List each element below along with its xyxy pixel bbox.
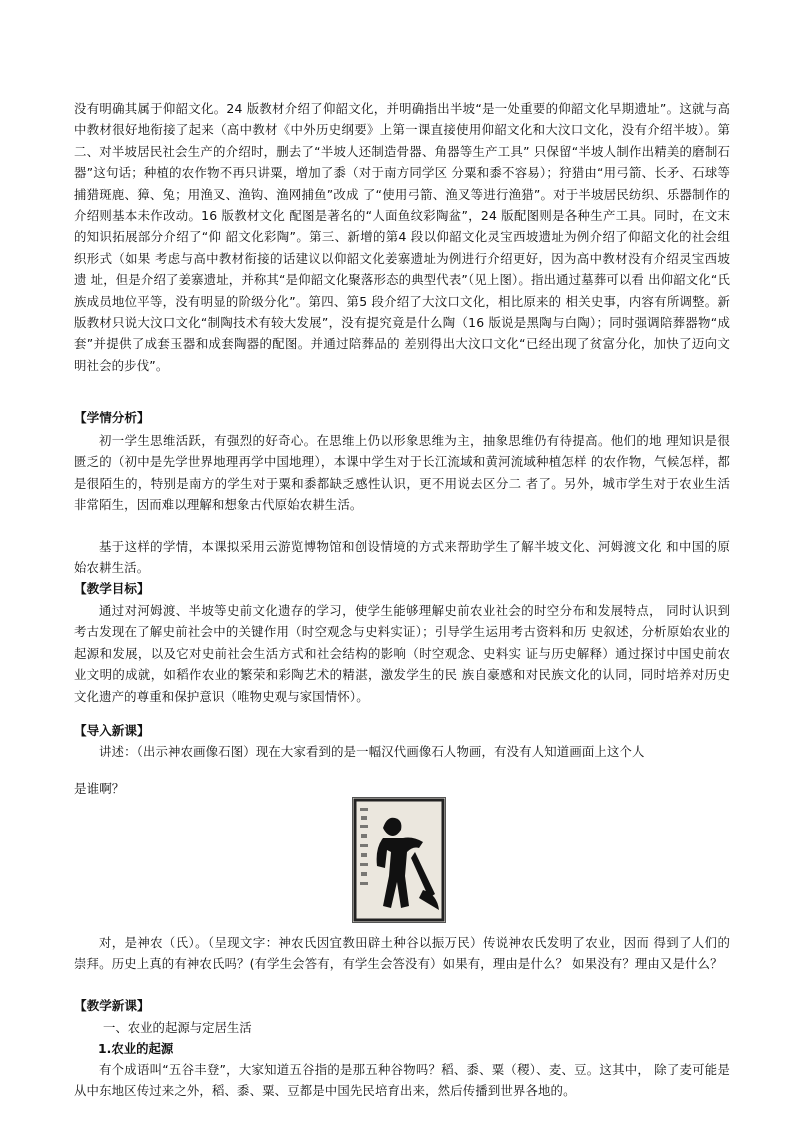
paragraph-textbook-comparison: 没有明确其属于仰韶文化。24 版教材介绍了仰韶文化，并明确指出半坡“是一处重要的仰韶文化早期遗址”。这就与高中教材很好地衔接了起来（高中教材《中外历史纲要》上第一课直接使用仰韶文化和大汶口文化，没有介绍半坡）。第二、对半坡居民社会生产的介绍时，删去了“半坡人还制造骨器、角器等生产工具” 只保留“半坡人制作出精美的磨制石器”这句话；种植的农作物不再只讲粟，增加了黍（对于南方同学区 分粟和黍不容易）；狩猎由“用弓箭、长矛、石球等捕猎斑鹿、獐、兔；用渔叉、渔钩、渔网捕鱼”改成 了“使用弓箭、渔叉等进行渔猎”。对于半坡居民纺织、乐器制作的介绍则基本未作改动。16 版教材文化 配图是著名的“人面鱼纹彩陶盆”，24 版配图则是各种生产工具。同时，在文末的知识拓展部分介绍了“仰 韶文化彩陶”。第三、新增的第4 段以仰韶文化灵宝西坡遗址为例介绍了仰韶文化的社会组织形式（如果 考虑与高中教材衔接的话建议以仰韶文化姜寨遗址为例进行介绍更好，因为高中教材没有介绍灵宝西坡遗 址，但是介绍了姜寨遗址，并称其“是仰韶文化聚落形态的典型代表”（见上图）。指出通过墓葬可以看 出仰韶文化“氏族成员地位平等，没有明显的阶级分化”。第四、第5 段介绍了大汶口文化，相比原来的 相关史事，内容有所调整。新版教材只说大汶口文化“制陶技术有较大发展”，没有提究竟是什么陶（16 版说是黑陶与白陶）；同时强调陪葬器物“成套”并提供了成套玉器和成套陶器的配图。并通过陪葬品的 差别得出大汶口文化“已经出现了贫富分化，加快了迈向文明社会的步伐”。 xyxy=(74,101,730,373)
shennong-stone-relief-image xyxy=(352,797,446,923)
subsection-title-origin: 1.农业的起源 xyxy=(98,1041,174,1056)
heading-student-analysis: 【学情分析】 xyxy=(74,410,150,425)
heading-teaching-goals: 【教学目标】 xyxy=(74,581,150,596)
heading-new-lesson: 【教学新课】 xyxy=(74,998,150,1013)
shennong-figure-drawing xyxy=(353,798,445,922)
section-title-agriculture-origin: 一、农业的起源与定居生活 xyxy=(103,1020,252,1035)
paragraph-intro-question: 讲述：（出示神农画像石图）现在大家看到的是一幅汉代画像石人物画，有没有人知道画面上这个人 xyxy=(99,744,645,759)
heading-lesson-intro: 【导入新课】 xyxy=(74,723,150,738)
paragraph-teaching-goals: 通过对河姆渡、半坡等史前文化遗存的学习，使学生能够理解史前农业社会的时空分布和发展特点， 同时认识到考古发现在了解史前社会中的关键作用（时空观念与史料实证）；引导学生运用考古资料和历 史叙述，分析原始农业的起源和发展，以及它对史前社会生活方式和社会结构的影响（时空观念、史料实 证与历史解释）通过探讨中国史前农业文明的成就，如稻作农业的繁荣和彩陶艺术的精湛，激发学生的民 族自豪感和对民族文化的认同，同时培养对历史文化遗产的尊重和保护意识（唯物史观与家国情怀）。 xyxy=(74,603,730,704)
paragraph-teaching-approach: 基于这样的学情，本课拟采用云游览博物馆和创设情境的方式来帮助学生了解半坡文化、河姆渡文化 和中国的原始农耕生活。 xyxy=(74,539,730,576)
paragraph-student-analysis: 初一学生思维活跃，有强烈的好奇心。在思维上仍以形象思维为主，抽象思维仍有待提高。他们的地 理知识是很匮乏的（初中是先学世界地理再学中国地理），本课中学生对于长江流域和黄河流域种植怎样 的农作物，气候怎样，都是很陌生的，特别是南方的学生对于粟和黍都缺乏感性认识，更不用说去区分二 者了。另外，城市学生对于农业生活非常陌生，因而难以理解和想象古代原始农耕生活。 xyxy=(74,433,730,513)
paragraph-five-grains: 有个成语叫“五谷丰登”，大家知道五谷指的是那五种谷物吗？稻、黍、粟（稷）、麦、豆。这其中， 除了麦可能是从中东地区传过来之外，稻、黍、粟、豆都是中国先民培育出来，然后传播到世界各地的。 xyxy=(74,1062,730,1099)
paragraph-shennong-answer: 对，是神农（氏）。（呈现文字：神农氏因宜教田辟土种谷以振万民）传说神农氏发明了农业，因而 得到了人们的崇拜。历史上真的有神农氏吗？(有学生会答有，有学生会答没有）如果有，理由是什么？ 如果没有？理由又是什么？ xyxy=(74,935,730,972)
paragraph-intro-question-end: 是谁啊？ xyxy=(74,781,125,796)
